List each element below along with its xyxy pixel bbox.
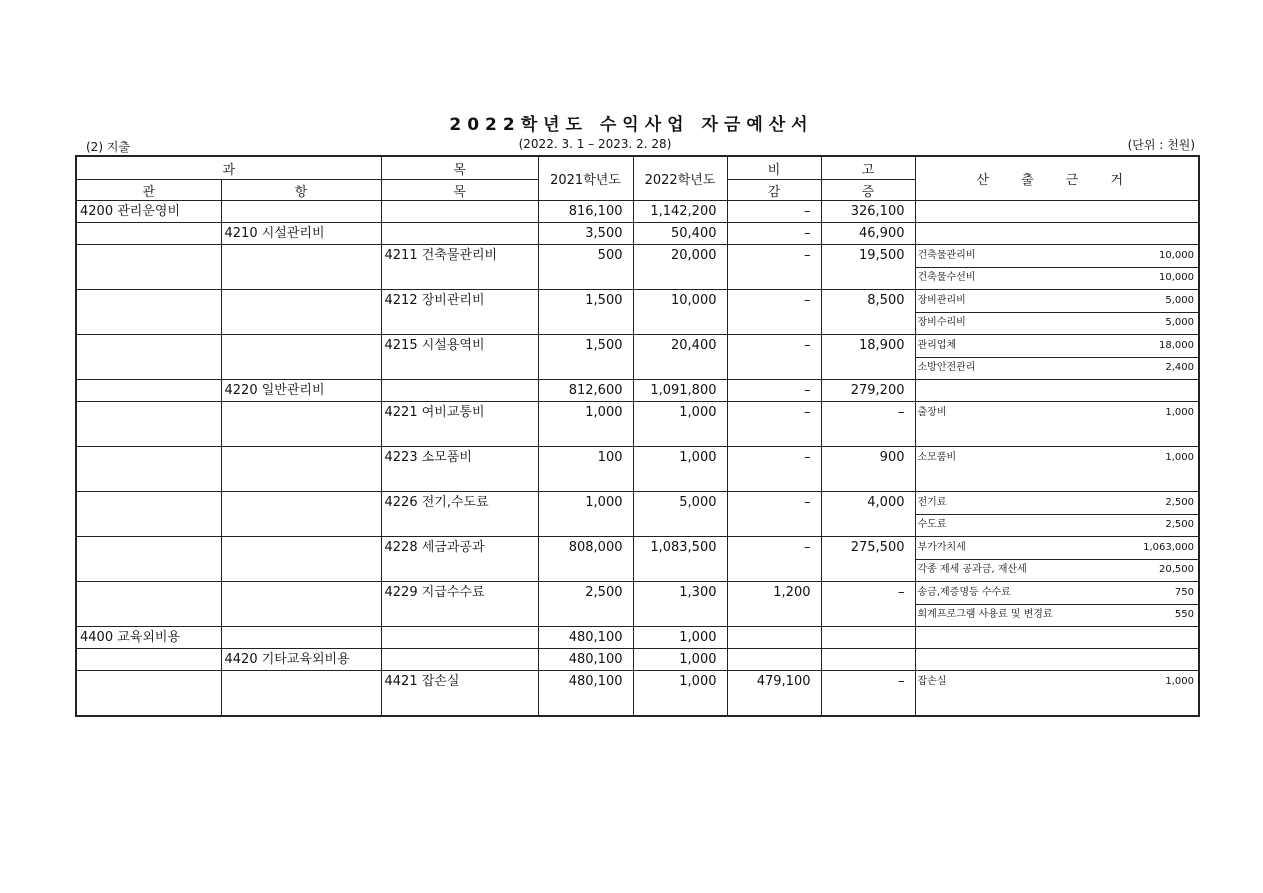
cell-basis [915,290,1199,335]
cell-gam-text: – [804,248,811,263]
basis-value: 20,500 [1159,564,1194,575]
table-row [76,335,1199,380]
cell-gam [727,245,821,290]
cell-mok-text: 4215 시설용역비 [384,338,485,353]
cell-hang [221,290,381,335]
cell-2021-text: 500 [597,248,623,263]
cell-2021 [538,380,633,402]
cell-mok-text: 4229 지급수수료 [384,585,485,600]
table-row [76,223,1199,245]
cell-basis [915,380,1199,402]
cell-hang [221,201,381,223]
cell-2022 [633,671,727,717]
cell-gam-text: – [804,204,811,219]
cell-2021-text: 480,100 [568,652,623,667]
basis-label: 부가가치세 [917,542,966,553]
cell-gam-text: – [804,293,811,308]
cell-jeung-text: 18,900 [859,338,905,353]
cell-2021 [538,335,633,380]
cell-2022-text: 10,000 [671,293,717,308]
cell-gam-text: 1,200 [773,585,811,600]
table-row [76,582,1199,627]
basis-label: 출장비 [917,407,947,418]
cell-hang [221,380,381,402]
cell-2022-text: 1,300 [679,585,717,600]
cell-2022 [633,201,727,223]
cell-gam [727,671,821,717]
cell-gwan [76,671,221,717]
cell-2022 [633,335,727,380]
cell-mok-text: 4228 세금과공과 [384,540,485,555]
cell-2022-text: 1,000 [679,405,717,420]
cell-2021 [538,290,633,335]
cell-mok-text: 4421 잡손실 [384,674,460,689]
cell-mok-text: 4212 장비관리비 [384,293,485,308]
cell-jeung [821,447,915,492]
cell-basis [915,492,1199,537]
cell-jeung-text: 46,900 [859,226,905,241]
header-gam: 감 [727,180,821,201]
basis-value: 1,000 [1165,452,1194,463]
cell-2022 [633,402,727,447]
cell-mok [381,380,538,402]
cell-2022-text: 1,000 [679,674,717,689]
cell-jeung-text: 275,500 [850,540,905,555]
cell-basis [915,627,1199,649]
basis-label: 장비수리비 [917,317,966,328]
unit-label: (단위 : 천원) [1127,138,1195,152]
cell-2021-text: 808,000 [568,540,623,555]
cell-2021 [538,627,633,649]
cell-2021 [538,223,633,245]
cell-2022 [633,223,727,245]
basis-value: 18,000 [1159,340,1194,351]
basis-line [916,559,1199,581]
basis-label: 전기료 [917,497,947,508]
table-row [76,402,1199,447]
cell-jeung-text: – [898,585,905,600]
cell-gam-text: – [804,495,811,510]
cell-mok [381,649,538,671]
cell-jeung [821,335,915,380]
basis-value: 550 [1174,609,1194,620]
basis-value: 2,500 [1165,519,1194,530]
cell-2022 [633,492,727,537]
cell-gwan [76,627,221,649]
cell-hang [221,245,381,290]
cell-gwan-text: 4200 관리운영비 [80,204,181,219]
basis-label: 건축물관리비 [917,250,976,261]
cell-hang [221,402,381,447]
header-gwan: 관 [76,180,221,201]
cell-jeung-text: 19,500 [859,248,905,263]
cell-jeung [821,649,915,671]
table-row [76,537,1199,582]
cell-2022 [633,627,727,649]
cell-mok [381,582,538,627]
table-row [76,492,1199,537]
header-2021: 2021학년도 [538,156,633,201]
cell-mok [381,201,538,223]
basis-line [916,514,1199,536]
section-label: (2) 지출 [86,140,130,154]
cell-2021-text: 1,000 [585,405,623,420]
table-row [76,245,1199,290]
header-basis: 산 출 근 거 [915,156,1199,201]
cell-gam [727,649,821,671]
cell-gam [727,402,821,447]
cell-hang [221,582,381,627]
budget-table-body [76,201,1199,717]
cell-hang [221,627,381,649]
basis-label: 회계프로그램 사용료 및 변경료 [917,609,1053,620]
cell-2021-text: 480,100 [568,630,623,645]
cell-2021-text: 100 [597,450,623,465]
basis-value: 1,000 [1165,676,1194,687]
cell-gam [727,447,821,492]
cell-gam [727,537,821,582]
cell-gwan [76,649,221,671]
basis-value: 10,000 [1159,250,1194,261]
basis-value: 10,000 [1159,272,1194,283]
basis-value: 5,000 [1165,317,1194,328]
cell-jeung-text: 4,000 [867,495,905,510]
header-bi: 비 [727,156,821,180]
cell-2021 [538,201,633,223]
cell-hang [221,649,381,671]
cell-gam [727,335,821,380]
cell-mok [381,447,538,492]
cell-2021-text: 816,100 [568,204,623,219]
cell-jeung-text: 279,200 [850,383,905,398]
cell-basis [915,671,1199,717]
cell-gam [727,201,821,223]
basis-line [916,290,1199,313]
table-row [76,447,1199,492]
cell-gam [727,223,821,245]
cell-2021-text: 1,500 [585,293,623,308]
cell-mok [381,223,538,245]
cell-jeung-text: 900 [879,450,905,465]
cell-2021-text: 1,500 [585,338,623,353]
cell-mok [381,627,538,649]
budget-table [75,155,1200,717]
cell-2021 [538,402,633,447]
basis-label: 소모품비 [917,452,957,463]
basis-value: 1,063,000 [1143,542,1194,553]
cell-gam [727,627,821,649]
cell-gam-text: – [804,540,811,555]
cell-mok [381,492,538,537]
cell-2021 [538,492,633,537]
cell-jeung [821,671,915,717]
cell-gwan [76,447,221,492]
cell-jeung [821,223,915,245]
table-row [76,380,1199,402]
header-go: 고 [821,156,915,180]
basis-line [916,582,1199,605]
cell-gwan [76,492,221,537]
cell-2022-text: 1,083,500 [650,540,717,555]
basis-line [916,312,1199,334]
basis-value: 5,000 [1165,295,1194,306]
cell-jeung [821,380,915,402]
cell-2022 [633,290,727,335]
basis-line [916,492,1199,515]
cell-mok [381,245,538,290]
cell-2022-text: 5,000 [679,495,717,510]
cell-mok [381,671,538,717]
cell-gwan [76,380,221,402]
cell-2022-text: 50,400 [671,226,717,241]
cell-gam [727,492,821,537]
document-title: 2022학년도 수익사업 자금예산서 [449,115,814,135]
basis-line [916,671,1199,693]
cell-jeung [821,537,915,582]
cell-2021 [538,649,633,671]
cell-gam-text: – [804,383,811,398]
table-row [76,671,1199,717]
cell-2022-text: 1,091,800 [650,383,717,398]
cell-2022 [633,447,727,492]
cell-gam-text: – [804,226,811,241]
table-row [76,201,1199,223]
cell-gwan [76,402,221,447]
cell-mok-text: 4211 건축물관리비 [384,248,498,263]
cell-2022-text: 20,000 [671,248,717,263]
basis-label: 관리업체 [917,340,957,351]
cell-gam-text: – [804,338,811,353]
cell-gam-text: 479,100 [756,674,811,689]
basis-label: 잡손실 [917,676,947,687]
cell-hang [221,447,381,492]
basis-label: 각종 제세 공과금, 재산세 [917,564,1027,575]
basis-line [916,537,1199,560]
basis-line [916,447,1199,469]
cell-basis [915,402,1199,447]
cell-jeung-text: – [898,674,905,689]
cell-hang [221,671,381,717]
cell-hang [221,492,381,537]
cell-2021-text: 1,000 [585,495,623,510]
cell-mok [381,537,538,582]
cell-jeung-text: 8,500 [867,293,905,308]
cell-basis [915,223,1199,245]
cell-basis [915,245,1199,290]
cell-2021 [538,447,633,492]
header-2022: 2022학년도 [633,156,727,201]
cell-gwan [76,290,221,335]
cell-mok [381,402,538,447]
cell-mok [381,290,538,335]
cell-2021 [538,671,633,717]
cell-hang [221,335,381,380]
cell-2021 [538,245,633,290]
basis-value: 2,500 [1165,497,1194,508]
cell-2021-text: 480,100 [568,674,623,689]
basis-line [916,267,1199,289]
cell-gam [727,380,821,402]
cell-jeung [821,627,915,649]
basis-line [916,604,1199,626]
table-row [76,290,1199,335]
cell-2021 [538,537,633,582]
cell-2022-text: 1,000 [679,652,717,667]
cell-2021-text: 2,500 [585,585,623,600]
cell-gwan [76,201,221,223]
cell-2022-text: 1,000 [679,450,717,465]
basis-label: 장비관리비 [917,295,966,306]
cell-hang-text: 4420 기타교육외비용 [224,652,350,667]
cell-2022-text: 1,000 [679,630,717,645]
cell-hang-text: 4220 일반관리비 [224,383,325,398]
header-mok: 목 [381,180,538,201]
cell-jeung [821,290,915,335]
header-gwa: 과 [76,156,381,180]
cell-gwan-text: 4400 교육외비용 [80,630,181,645]
cell-basis [915,537,1199,582]
cell-basis [915,335,1199,380]
cell-hang-text: 4210 시설관리비 [224,226,325,241]
table-row [76,627,1199,649]
cell-gwan [76,537,221,582]
cell-jeung [821,582,915,627]
cell-jeung [821,402,915,447]
cell-mok-text: 4223 소모품비 [384,450,472,465]
basis-value: 1,000 [1165,407,1194,418]
cell-jeung [821,201,915,223]
cell-2022 [633,582,727,627]
cell-gam [727,582,821,627]
cell-jeung [821,245,915,290]
cell-2022-text: 20,400 [671,338,717,353]
cell-jeung [821,492,915,537]
basis-value: 750 [1174,587,1194,598]
cell-2022 [633,245,727,290]
cell-hang [221,537,381,582]
basis-value: 2,400 [1165,362,1194,373]
cell-mok-text: 4226 전기,수도료 [384,495,489,510]
basis-line [916,335,1199,358]
cell-hang [221,223,381,245]
header-jeung: 증 [821,180,915,201]
header-hang: 항 [221,180,381,201]
basis-label: 송금,제증명등 수수료 [917,587,1011,598]
cell-2022 [633,537,727,582]
cell-gwan [76,223,221,245]
cell-basis [915,582,1199,627]
basis-line [916,402,1199,424]
cell-mok-text: 4221 여비교통비 [384,405,485,420]
cell-jeung-text: 326,100 [850,204,905,219]
basis-label: 수도료 [917,519,947,530]
basis-line [916,357,1199,379]
cell-2022-text: 1,142,200 [650,204,717,219]
cell-basis [915,649,1199,671]
cell-basis [915,447,1199,492]
cell-gam [727,290,821,335]
cell-gam-text: – [804,450,811,465]
cell-2022 [633,649,727,671]
header-mok-group: 목 [381,156,538,180]
basis-label: 소방안전관리 [917,362,976,373]
basis-label: 건축물수선비 [917,272,976,283]
cell-mok [381,335,538,380]
cell-2021-text: 812,600 [568,383,623,398]
cell-gwan [76,335,221,380]
cell-2021-text: 3,500 [585,226,623,241]
period-label: (2022. 3. 1 – 2023. 2. 28) [518,137,672,151]
cell-2022 [633,380,727,402]
basis-line [916,245,1199,268]
cell-2021 [538,582,633,627]
cell-basis [915,201,1199,223]
cell-gwan [76,582,221,627]
cell-jeung-text: – [898,405,905,420]
table-row [76,649,1199,671]
cell-gwan [76,245,221,290]
cell-gam-text: – [804,405,811,420]
